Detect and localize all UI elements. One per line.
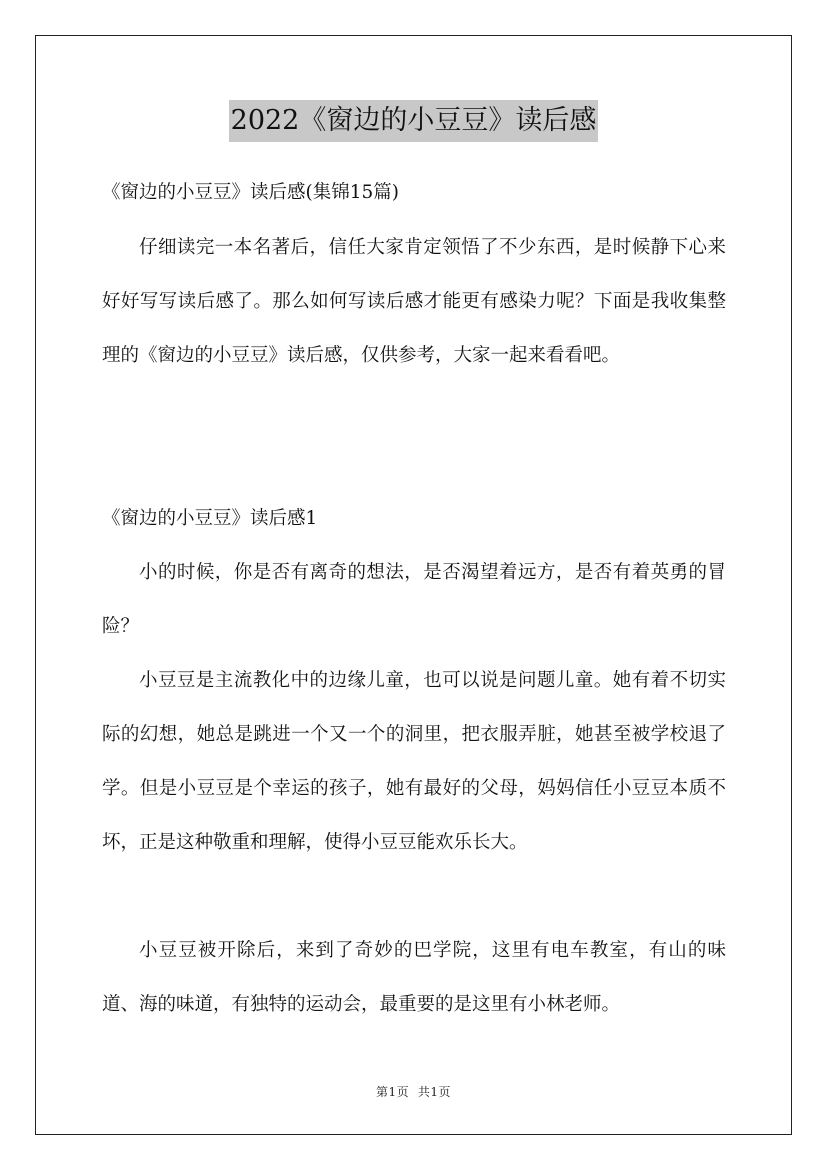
title-container xyxy=(0,100,827,142)
body-paragraph: 小豆豆是主流教化中的边缘儿童，也可以说是问题儿童。她有着不切实际的幻想，她总是跳进一个又一个的洞里，把衣服弄脏，她甚至被学校退了学。但是小豆豆是个幸运的孩子，她有最好的父母，妈妈信任小豆豆本质不坏，正是这种敬重和理解，使得小豆豆能欢乐长大。 xyxy=(102,670,726,853)
page-number: 第1页 xyxy=(376,1085,410,1099)
body-paragraph: 小的时候，你是否有离奇的想法，是否渴望着远方，是否有着英勇的冒险？ xyxy=(102,562,726,637)
body-paragraph: 小豆豆被开除后，来到了奇妙的巴学院，这里有电车教室，有山的味道、海的味道，有独特的运动会，最重要的是这里有小林老师。 xyxy=(102,940,726,1015)
page-total: 共1页 xyxy=(417,1085,451,1099)
document-subtitle: 《窗边的小豆豆》读后感(集锦15篇) xyxy=(102,182,399,203)
page-footer xyxy=(0,1083,827,1100)
section-heading: 《窗边的小豆豆》读后感1 xyxy=(102,508,318,529)
document-title: 2022《窗边的小豆豆》读后感 xyxy=(229,100,599,142)
intro-paragraph: 仔细读完一本名著后，信任大家肯定领悟了不少东西，是时候静下心来好好写写读后感了。那么如何写读后感才能更有感染力呢？下面是我收集整理的《窗边的小豆豆》读后感，仅供参考，大家一起来看看吧。 xyxy=(102,237,726,366)
